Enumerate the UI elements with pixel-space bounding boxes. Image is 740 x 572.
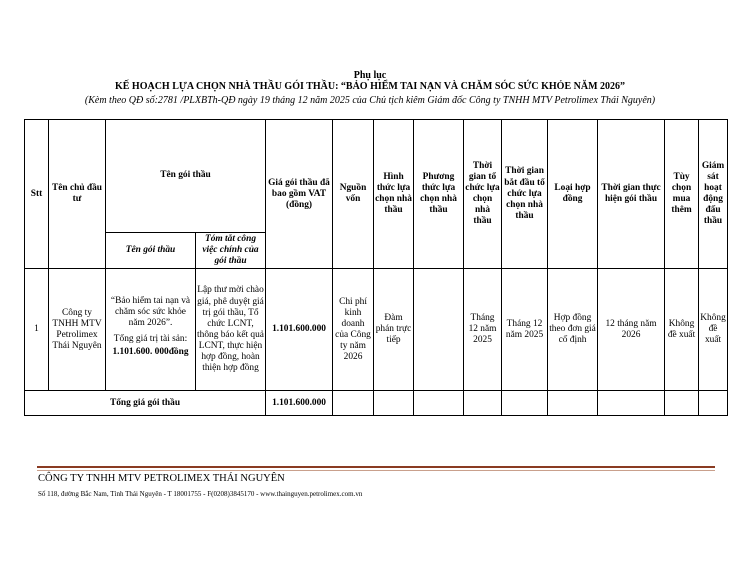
cell-source: Chi phí kinh doanh của Công ty năm 2026 (333, 269, 374, 391)
footer-company: CÔNG TY TNHH MTV PETROLIMEX THÁI NGUYÊN (38, 473, 285, 484)
document-title: KẾ HOẠCH LỰA CHỌN NHÀ THẦU GÓI THẦU: “BẢO HIỂM TAI NẠN VÀ CHĂM SÓC SỨC KHỎE NĂM 2026” (114, 81, 626, 92)
header-time-start: Thời gian bắt đầu tổ chức lựa chọn nhà thầu (502, 120, 548, 269)
package-total-value: 1.101.600. 000đồng (112, 347, 189, 358)
cell-supervision: Không đề xuất (699, 269, 728, 391)
document-subtitle: (Kèm theo QĐ số:2781 /PLXBTh-QĐ ngày 19 tháng 12 năm 2025 của Chủ tịch kiêm Giám đốc Công ty TNHH MTV Petrolimex Thái Nguyên) (84, 95, 656, 106)
subheader-summary: Tóm tắt công việc chính của gói thầu (196, 233, 266, 269)
cell-duration: 12 tháng năm 2026 (598, 269, 665, 391)
cell-method (414, 269, 464, 391)
header-method: Phương thức lựa chọn nhà thầu (414, 120, 464, 269)
total-label: Tổng giá gói thầu (25, 391, 266, 416)
header-source: Nguồn vốn (333, 120, 374, 269)
cell-stt: 1 (25, 269, 49, 391)
footer-rule-thin (37, 470, 715, 471)
header-form: Hình thức lựa chọn nhà thầu (374, 120, 414, 269)
footer-rule (37, 466, 715, 468)
cell-form: Đàm phán trực tiếp (374, 269, 414, 391)
total-value: 1.101.600.000 (266, 391, 333, 416)
package-total-label: Tổng giá trị tài sản: (113, 334, 188, 345)
total-row (25, 391, 728, 416)
header-investor: Tên chủ đầu tư (49, 120, 106, 269)
cell-price: 1.101.600.000 (266, 269, 333, 391)
header-stt: Stt (25, 120, 49, 269)
table-row (25, 269, 728, 391)
header-row (25, 120, 728, 233)
cell-time-start: Tháng 12 năm 2025 (502, 269, 548, 391)
cell-option: Không đề xuất (665, 269, 699, 391)
tender-plan-table (24, 119, 728, 416)
cell-time-select: Tháng 12 năm 2025 (464, 269, 502, 391)
appendix-label: Phụ lục (353, 70, 387, 81)
cell-investor: Công ty TNHH MTV Petrolimex Thái Nguyên (49, 269, 106, 391)
package-name: “Bảo hiểm tai nạn và chăm sóc sức khỏe năm 2026”. (110, 296, 191, 329)
header-option: Tùy chọn mua thêm (665, 120, 699, 269)
header-time-select: Thời gian tổ chức lựa chọn nhà thầu (464, 120, 502, 269)
header-package: Tên gói thầu (106, 120, 266, 233)
subheader-name: Tên gói thầu (106, 233, 196, 269)
header-contract-type: Loại hợp đồng (548, 120, 598, 269)
cell-package-name (106, 269, 196, 391)
header-price: Giá gói thầu đã bao gồm VAT (đồng) (266, 120, 333, 269)
cell-contract-type: Hợp đồng theo đơn giá cố định (548, 269, 598, 391)
cell-summary: Lập thư mời chào giá, phê duyệt giá trị gói thầu, Tổ chức LCNT, thông báo kết quả LCNT, thực hiện hợp đồng, hoàn thiện hợp đồng (196, 269, 266, 391)
footer-address: Số 118, đường Bắc Nam, Tỉnh Thái Nguyên - T 18001755 - F(0208)3845170 - www.thainguyen.petrolimex.com.vn (38, 490, 363, 498)
header-duration: Thời gian thực hiện gói thầu (598, 120, 665, 269)
header-supervision: Giám sát hoạt động đấu thầu (699, 120, 728, 269)
